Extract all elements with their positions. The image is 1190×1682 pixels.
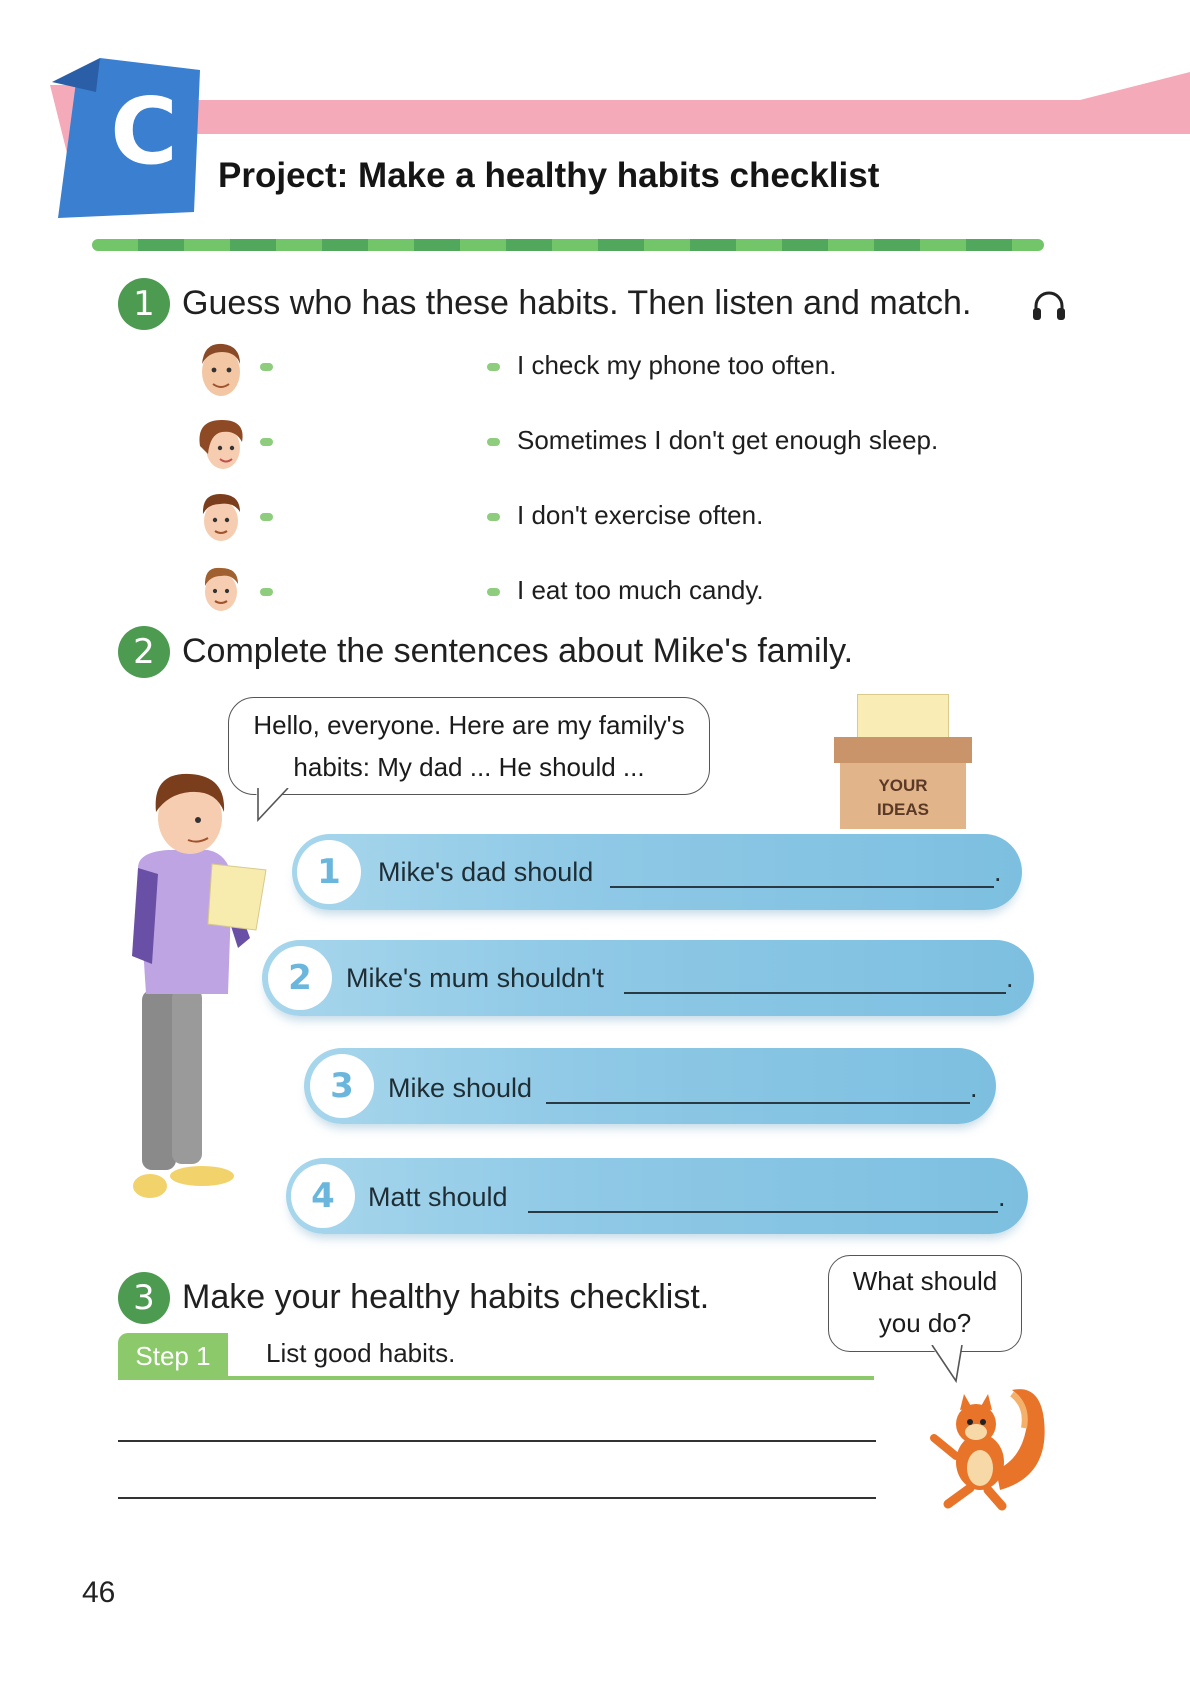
sentence-number: 4	[291, 1164, 355, 1228]
speech-bubble-line: What should	[852, 1266, 998, 1296]
sentence-number: 3	[310, 1054, 374, 1118]
section-2-title: Complete the sentences about Mike's family.	[182, 632, 854, 670]
mike-illustration	[128, 768, 278, 1218]
sentence-prompt: Mike's dad should	[378, 857, 594, 887]
squirrel-mascot-icon	[920, 1380, 1050, 1512]
writing-line[interactable]	[118, 1497, 876, 1499]
squirrel-speech-bubble	[828, 1255, 1022, 1352]
sentence-end: .	[994, 857, 1002, 887]
squirrel-speech-bubble-tail	[928, 1345, 968, 1383]
header-stripe-tail	[1080, 72, 1190, 142]
sentence-prompt: Mike's mum shouldn't	[346, 963, 604, 993]
badge-letter: C	[110, 78, 178, 185]
answer-line[interactable]	[624, 992, 1006, 994]
sentence-number: 1	[297, 840, 361, 904]
ideas-label	[840, 774, 966, 822]
section-1-number: 1	[118, 278, 170, 330]
section-3-title: Make your healthy habits checklist.	[182, 1278, 710, 1316]
sentence-end: .	[970, 1073, 978, 1103]
page-number: 46	[82, 1576, 116, 1609]
little-boy-face-icon	[198, 560, 244, 616]
writing-line[interactable]	[118, 1440, 876, 1442]
match-dot-left-1[interactable]	[260, 363, 273, 371]
habit-item: I eat too much candy.	[517, 575, 764, 605]
match-dot-left-2[interactable]	[260, 438, 273, 446]
section-1-title: Guess who has these habits. Then listen and match.	[182, 284, 972, 322]
ideas-label-line: IDEAS	[877, 800, 929, 819]
speech-bubble-line: Hello, everyone. Here are my family's	[253, 710, 685, 740]
sentence-prompt: Mike should	[388, 1073, 533, 1103]
match-dot-left-4[interactable]	[260, 588, 273, 596]
headphones-icon[interactable]	[1031, 288, 1067, 322]
mum-face-icon	[192, 414, 248, 474]
match-dot-right-3[interactable]	[487, 513, 500, 521]
boy-face-icon	[196, 488, 246, 546]
sentence-prompt: Matt should	[368, 1182, 508, 1212]
ideas-box-lid	[834, 737, 972, 763]
ideas-paper-icon	[857, 694, 949, 742]
page-title: Project: Make a healthy habits checklist	[218, 156, 880, 195]
sentence-end: .	[1006, 963, 1014, 993]
match-dot-right-4[interactable]	[487, 588, 500, 596]
section-3-number: 3	[118, 1272, 170, 1324]
habit-item: I don't exercise often.	[517, 500, 764, 530]
answer-line[interactable]	[528, 1211, 998, 1213]
speech-bubble	[228, 697, 710, 795]
sentence-number: 2	[268, 946, 332, 1010]
match-dot-right-1[interactable]	[487, 363, 500, 371]
step-badge: Step 1	[118, 1333, 228, 1379]
sentence-end: .	[998, 1182, 1006, 1212]
title-divider	[92, 239, 1044, 251]
step-instruction: List good habits.	[266, 1338, 456, 1368]
ideas-label-line: YOUR	[878, 776, 928, 795]
header-stripe	[190, 100, 1140, 134]
habit-item: Sometimes I don't get enough sleep.	[517, 425, 939, 455]
dad-face-icon	[196, 338, 246, 400]
answer-line[interactable]	[546, 1102, 970, 1104]
match-dot-left-3[interactable]	[260, 513, 273, 521]
section-2-number: 2	[118, 626, 170, 678]
habit-item: I check my phone too often.	[517, 350, 837, 380]
speech-bubble-line: you do?	[878, 1308, 972, 1338]
match-dot-right-2[interactable]	[487, 438, 500, 446]
answer-line[interactable]	[610, 886, 994, 888]
speech-bubble-line: habits: My dad ... He should ...	[293, 752, 645, 782]
step-underline	[118, 1376, 874, 1380]
